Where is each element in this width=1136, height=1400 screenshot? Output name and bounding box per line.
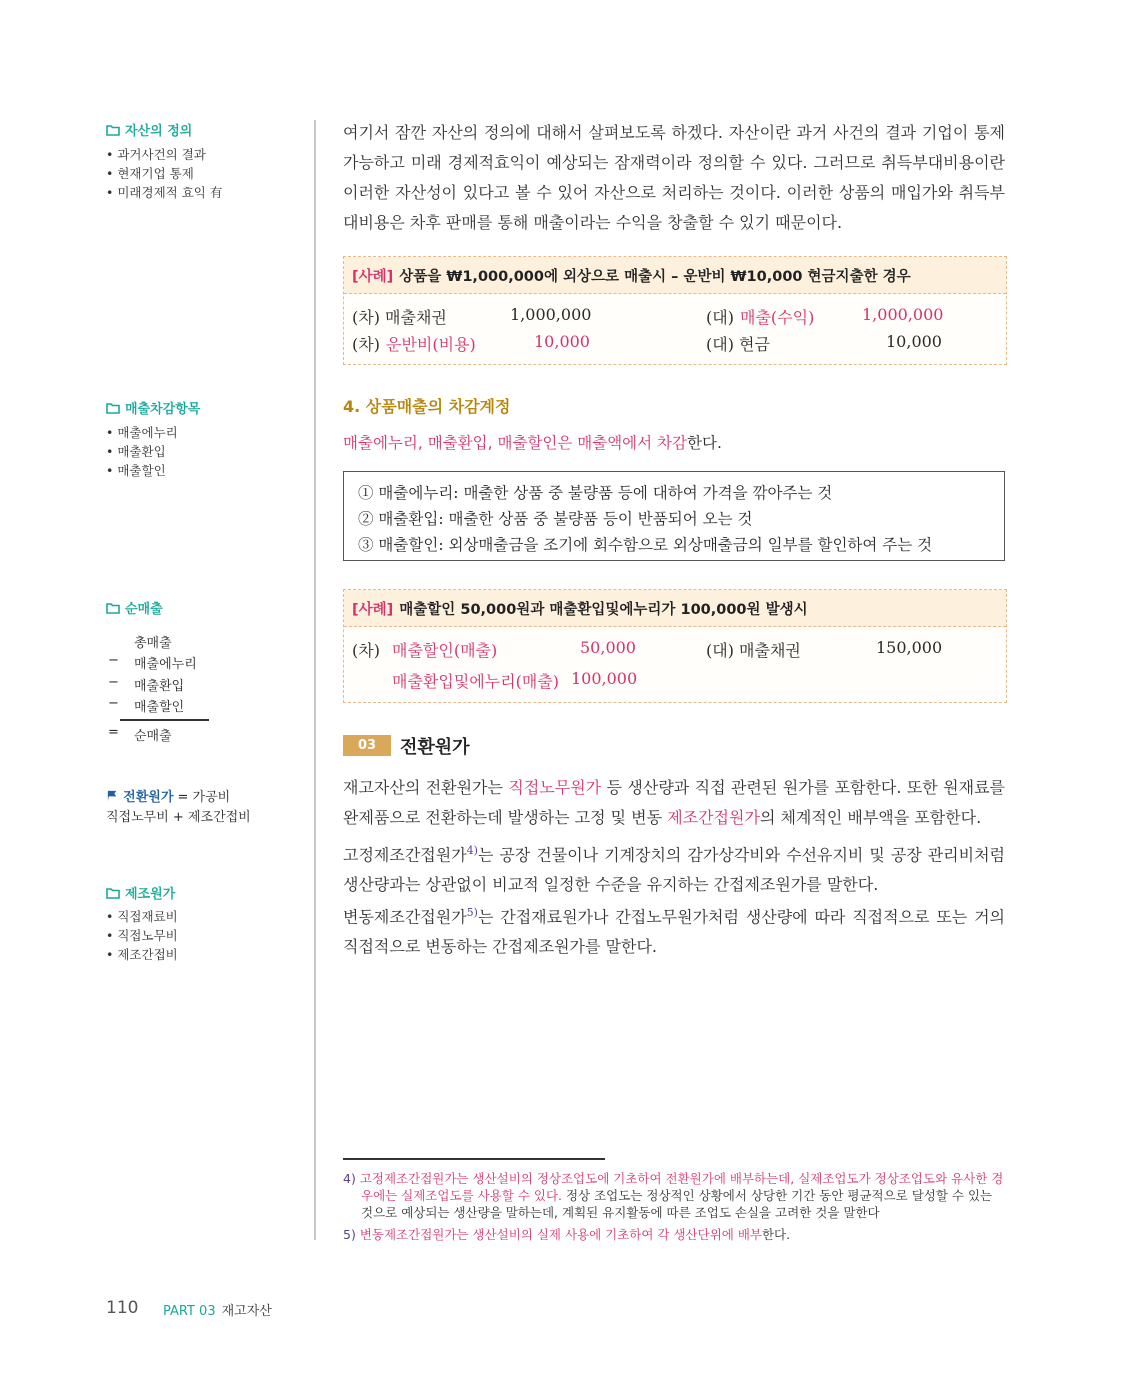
conversion-formula: = 가공비	[173, 790, 231, 805]
text-run: 변동제조간접원가	[343, 907, 467, 927]
credit-label: (대) 매출채권	[706, 641, 801, 660]
deduction-label: 매출환입	[134, 679, 185, 694]
text-run: 등 생산량과 직접 관련된 원가를 포함한다. 또한 원재료를 완제품으로 전환하는데 발생하는 고정 및 변동	[343, 778, 1006, 827]
lead-highlight: 매출에누리, 매출환입, 매출할인은 매출액에서 차감	[343, 434, 687, 452]
equals-sign: =	[108, 725, 119, 740]
debit-account: 매출할인(매출)	[392, 641, 498, 660]
case-header	[344, 590, 1006, 627]
debit-amount: 1,000,000	[510, 305, 592, 324]
text-run: 재고자산의 전환원가는	[343, 778, 509, 797]
text-run: 고정제조간접원가	[343, 845, 467, 865]
footnote-number: 4)	[343, 1171, 356, 1186]
folder-icon	[106, 887, 120, 899]
conversion-paragraph-3	[343, 898, 1005, 962]
sidebar-conversion-cost	[106, 786, 230, 805]
case-tag: [사례]	[352, 601, 394, 618]
footnote-text: 한다.	[761, 1227, 791, 1242]
definition-item: ③ 매출할인: 외상매출금을 조기에 회수함으로 외상매출금의 일부를 할인하여 주는 것	[358, 536, 933, 554]
lead-rest: 한다.	[687, 434, 722, 452]
conversion-formula-line2: 직접노무비 + 제조간접비	[106, 810, 251, 825]
intro-paragraph: 여기서 잠깐 자산의 정의에 대해서 살펴보도록 하겠다. 자산이란 과거 사건의 결과 기업이 통제 가능하고 미래 경제적효익이 예상되는 잠재력이라 정의할 수 있다. 그러므로 취득부대비용이란 이러한 자산성이 있다고 볼 수 있어 자산으로 처리하는 것이다. 이러한 상품의 매입가와 취득부대비용은 차후 판매를 통해 매출이라는 수익을 창출할 수 있기 때문이다.	[343, 123, 1005, 232]
sidebar-heading-label: 매출차감항목	[125, 402, 201, 417]
footnote-number: 5)	[343, 1227, 356, 1242]
list-item: • 제조간접비	[106, 945, 178, 964]
sidebar-list-sales-deduction	[106, 423, 178, 480]
text-run: 는 공장 건물이나 기계장치의 감가상각비와 수선유지비 및 공장 관리비처럼 생산량과는 상관없이 비교적 일정한 수준을 유지하는 간접제조원가를 말한다.	[343, 845, 1005, 895]
sidebar-list-mfg-cost	[106, 907, 178, 964]
credit-label: (대)	[706, 308, 734, 327]
credit-amount: 150,000	[876, 638, 943, 657]
sidebar-heading-mfg-cost	[106, 883, 175, 902]
footnote-5	[343, 1226, 1007, 1243]
sidebar-list-asset-definition	[106, 145, 222, 202]
chapter-label: 재고자산	[221, 1304, 272, 1319]
folder-icon	[106, 124, 120, 136]
list-item: • 매출환입	[106, 442, 178, 461]
minus-sign: −	[108, 696, 119, 711]
footnote-highlight: 고정제조간접원가는 생산설비의 정상조업도에 기초하여 전환원가에 배부하는데, 실제조업도가 정상조업도와 유사한 경우에는 실제조업도를 사용할 수 있다.	[359, 1171, 1004, 1203]
list-item: • 직접노무비	[106, 926, 178, 945]
minus-sign: −	[108, 653, 119, 668]
list-item: • 직접재료비	[106, 907, 178, 926]
section-number-chip: 03	[343, 735, 391, 756]
part-label: PART 03	[163, 1304, 216, 1319]
credit-label: (대) 현금	[706, 335, 770, 354]
debit-label: (차) 매출채권	[352, 308, 447, 327]
sidebar-heading-asset-definition	[106, 120, 192, 139]
highlight-term: 제조간접원가	[667, 808, 760, 827]
debit-amount: 100,000	[571, 669, 638, 688]
text-run: 의 체계적인 배부액을 포함한다.	[759, 808, 982, 827]
credit-amount: 10,000	[886, 332, 942, 351]
deduction-label: 매출할인	[134, 700, 185, 715]
running-footer	[163, 1300, 272, 1319]
debit-label: (차)	[352, 641, 380, 660]
case-header	[344, 257, 1006, 294]
page-number: 110	[106, 1298, 139, 1318]
sidebar-heading-sales-deduction	[106, 398, 200, 417]
deduction-label: 매출에누리	[134, 657, 197, 672]
column-divider	[314, 120, 316, 1240]
case-box-1	[343, 256, 1007, 365]
debit-amount: 50,000	[580, 638, 636, 657]
folder-icon	[106, 602, 120, 614]
footnote-ref: 4)	[466, 844, 478, 857]
section-lead	[343, 431, 722, 453]
case-title: 상품을 ₩1,000,000에 외상으로 매출시 – 운반비 ₩10,000 현금지출한 경우	[399, 268, 911, 285]
case-title: 매출할인 50,000원과 매출환입및에누리가 100,000원 발생시	[399, 601, 808, 618]
definition-box	[343, 471, 1005, 561]
debit-label: (차)	[352, 335, 380, 354]
debit-amount: 10,000	[534, 332, 590, 351]
credit-account: 매출(수익)	[740, 308, 815, 327]
conversion-paragraph-2	[343, 836, 1005, 900]
conversion-paragraph-1	[343, 773, 1005, 833]
minus-sign: −	[108, 675, 119, 690]
list-item: • 매출에누리	[106, 423, 178, 442]
footnote-divider	[343, 1158, 605, 1160]
sidebar-heading-net-sales	[106, 598, 163, 617]
case-box-2	[343, 589, 1007, 703]
definition-item: ② 매출환입: 매출한 상품 중 불량품 등이 반품되어 오는 것	[358, 510, 753, 528]
case-tag: [사례]	[352, 268, 394, 285]
gross-sales-label: 총매출	[134, 636, 172, 651]
credit-amount: 1,000,000	[862, 305, 944, 324]
flag-icon	[106, 789, 119, 802]
conversion-title: 전환원가	[123, 790, 174, 805]
sidebar-heading-label: 자산의 정의	[125, 124, 193, 139]
list-item: • 미래경제적 효익 有	[106, 183, 222, 202]
list-item: • 과거사건의 결과	[106, 145, 222, 164]
sidebar-heading-label: 순매출	[125, 602, 163, 617]
section-title: 4. 상품매출의 차감계정	[343, 397, 511, 416]
highlight-term: 직접노무원가	[508, 778, 602, 797]
footnote-text: 정상 조업도는 정상적인 상황에서 상당한 기간 동안 평균적으로 달성할 수 있는 것으로 예상되는 생산량을 말하는데, 계획된 유지활동에 따른 조업도 손실을 고려한 것을 말한다	[361, 1188, 993, 1220]
footnote-highlight: 변동제조간접원가는 생산설비의 실제 사용에 기초하여 각 생산단위에 배부	[359, 1227, 762, 1242]
debit-account: 운반비(비용)	[386, 335, 476, 354]
folder-icon	[106, 402, 120, 414]
footnote-ref: 5)	[466, 906, 478, 919]
net-sales-result: 순매출	[134, 729, 172, 744]
list-item: • 매출할인	[106, 461, 178, 480]
text-run: 는 간접재료원가나 간접노무원가처럼 생산량에 따라 직접적으로 또는 거의 직접적으로 변동하는 간접제조원가를 말한다.	[343, 907, 1005, 957]
section-heading: 전환원가	[400, 737, 470, 758]
footnote-4	[343, 1170, 1007, 1221]
sum-line	[120, 719, 209, 721]
list-item: • 현재기업 통제	[106, 164, 222, 183]
sidebar-heading-label: 제조원가	[125, 887, 176, 902]
definition-item: ① 매출에누리: 매출한 상품 중 불량품 등에 대하여 가격을 깎아주는 것	[358, 484, 833, 502]
debit-account: 매출환입및에누리(매출)	[392, 672, 560, 691]
